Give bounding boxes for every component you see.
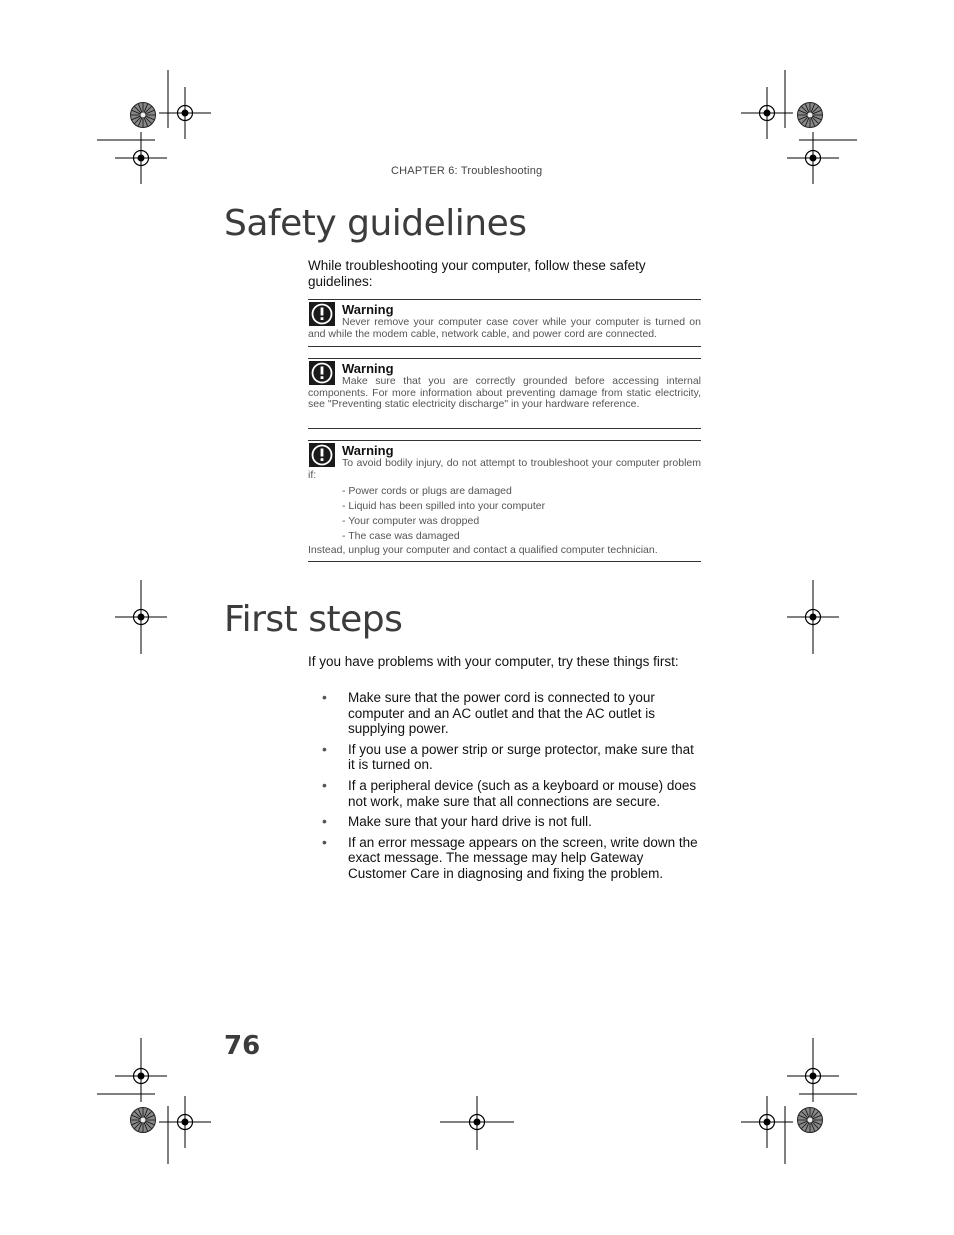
first-steps-intro-paragraph: If you have problems with your computer, try these things first:	[308, 654, 679, 669]
registration-mark-middle-left	[115, 580, 167, 654]
warning-body: To avoid bodily injury, do not attempt to troubleshoot your computer problem if:	[308, 457, 701, 481]
page-number: 76	[224, 1031, 261, 1061]
warning-followup: Instead, unplug your computer and contact a qualified computer technician.	[308, 544, 658, 557]
list-item: - Power cords or plugs are damaged	[342, 485, 512, 498]
list-item-text: If an error message appears on the screen, write down the exact message. The message may help Gateway Customer Care in diagnosing and fixing the problem.	[348, 834, 698, 881]
section-title-first-steps: First steps	[224, 599, 403, 640]
bullet-icon: •	[322, 776, 327, 793]
bullet-icon: •	[322, 740, 327, 757]
warning-condition-list	[308, 484, 701, 543]
warning-title: Warning	[342, 443, 394, 458]
registration-mark-bottom-center	[440, 1096, 514, 1150]
section-title-safety-guidelines: Safety guidelines	[224, 203, 527, 244]
safety-intro-paragraph: While troubleshooting your computer, follow these safety guidelines:	[308, 258, 646, 289]
first-steps-list	[308, 690, 703, 887]
warning-exclamation-icon	[309, 443, 335, 467]
list-item	[308, 835, 703, 882]
list-item	[308, 742, 703, 773]
warning-box	[308, 299, 701, 347]
crop-mark-bottom-left	[97, 1038, 211, 1164]
header-chapter-prefix: CHAPTER	[391, 165, 449, 177]
warning-exclamation-icon	[309, 361, 335, 385]
warning-body: Never remove your computer case cover while your computer is turned on and while the modem cable, network cable, and power cord are connected.	[308, 316, 701, 340]
registration-mark-middle-right	[787, 580, 839, 654]
list-item-text: If you use a power strip or surge protector, make sure that it is turned on.	[348, 741, 694, 773]
list-item-text: Make sure that your hard drive is not full.	[348, 814, 592, 830]
bullet-icon: •	[322, 689, 327, 705]
list-item: - Your computer was dropped	[342, 514, 480, 527]
header-chapter-title: : Troubleshooting	[454, 165, 543, 177]
list-item	[308, 690, 703, 737]
bullet-icon: •	[322, 813, 327, 830]
list-item	[308, 814, 703, 830]
warning-exclamation-icon	[309, 302, 335, 326]
crop-mark-top-right	[741, 70, 857, 184]
list-item	[308, 778, 703, 809]
list-item-text: If a peripheral device (such as a keyboard or mouse) does not work, make sure that all connections are secure.	[348, 777, 697, 809]
list-item: - The case was damaged	[342, 529, 460, 542]
warning-title: Warning	[342, 302, 394, 317]
warning-box	[308, 358, 701, 429]
bullet-icon: •	[322, 833, 327, 850]
list-item-text: Make sure that the power cord is connected to your computer and an AC outlet and that the AC outlet is supplying power.	[348, 690, 655, 737]
crop-mark-bottom-right	[741, 1038, 857, 1164]
running-header	[391, 165, 542, 177]
warning-title: Warning	[342, 361, 394, 376]
crop-mark-top-left	[97, 70, 211, 184]
header-chapter-number: 6	[448, 165, 455, 177]
warning-body: Make sure that you are correctly grounded before accessing internal components. For more information about preventing damage from static electricity, see "Preventing static electricity discharge" in your hardware reference.	[308, 375, 701, 411]
list-item: - Liquid has been spilled into your computer	[342, 500, 546, 513]
warning-box	[308, 440, 701, 562]
